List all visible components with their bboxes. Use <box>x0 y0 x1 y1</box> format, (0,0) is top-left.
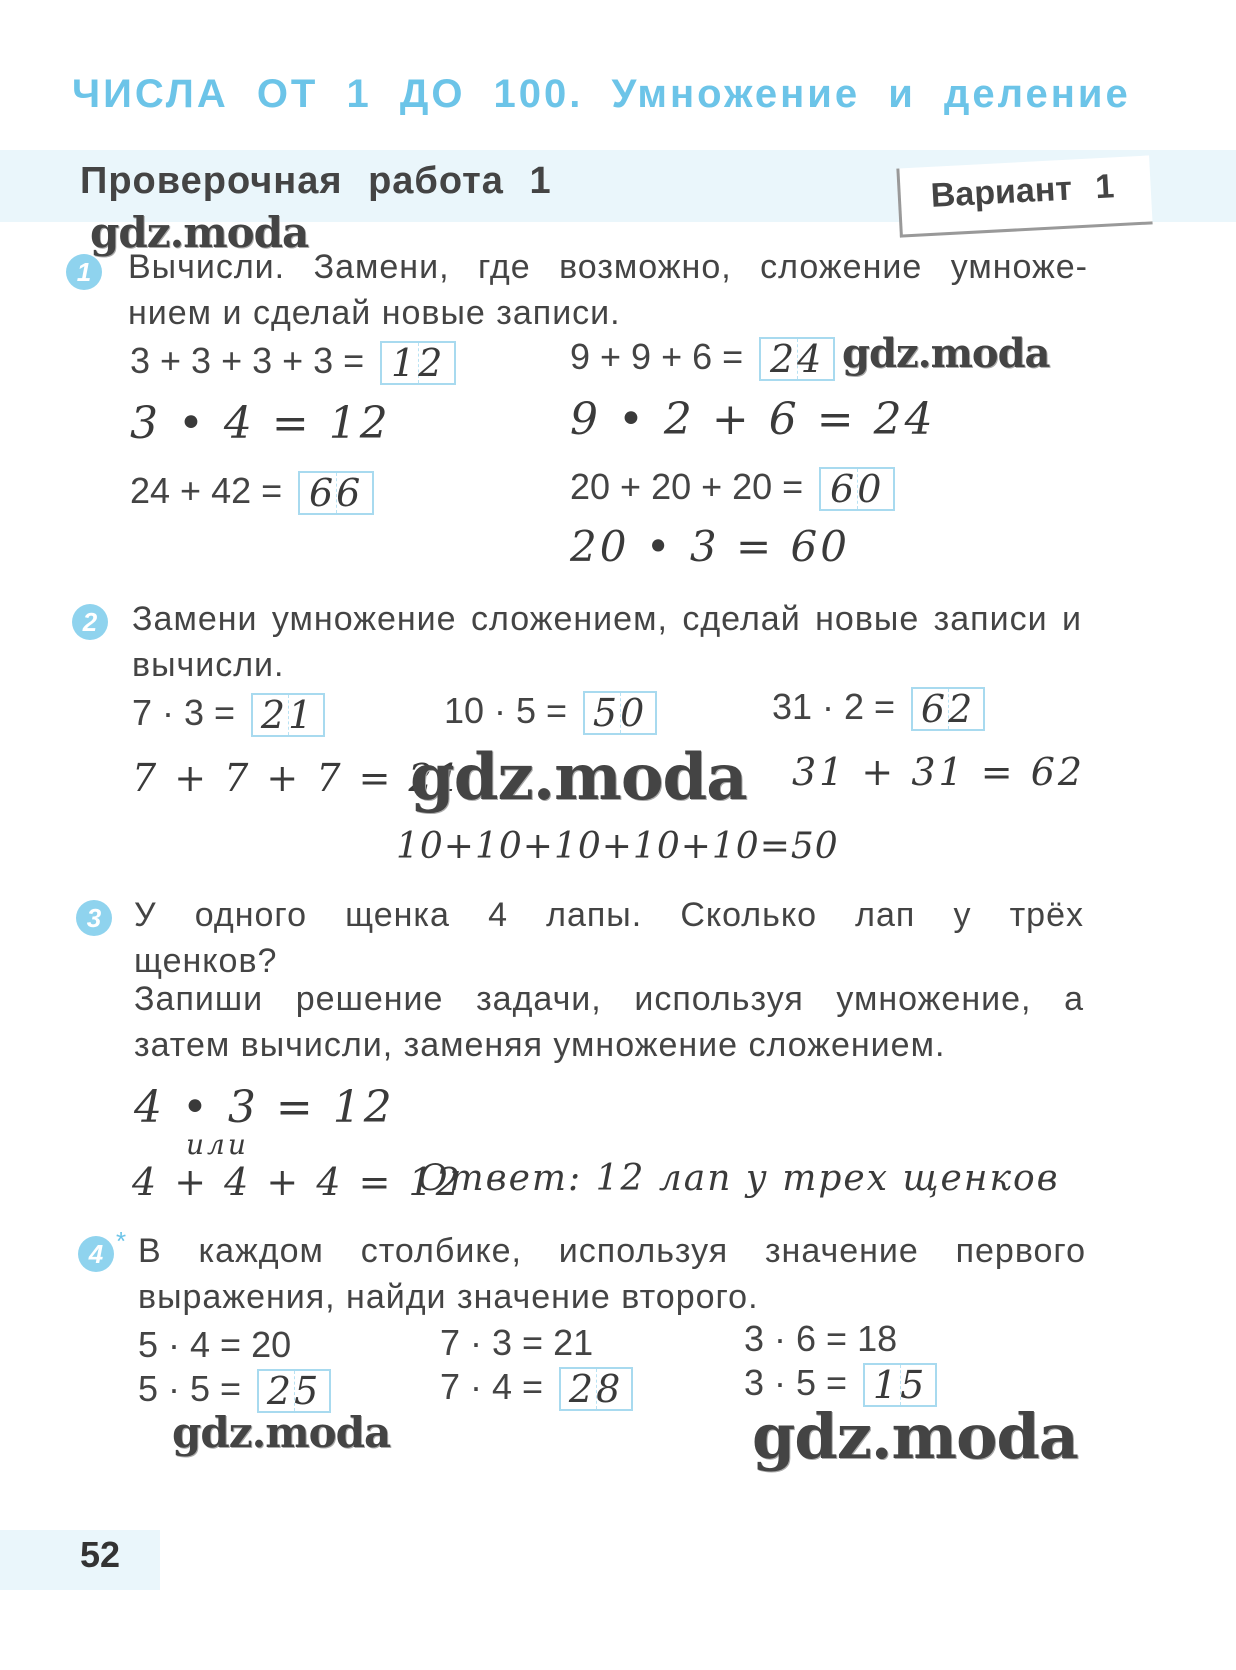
task2-answer2: 50 <box>592 691 648 736</box>
task1-handwriting2: 9 • 2 + 6 = 24 <box>570 394 936 445</box>
task4-col2-top: 7 · 3 = 21 <box>440 1322 594 1363</box>
task4-text-line2: выражения, найди значение второго. <box>138 1278 759 1316</box>
variant-label: Вариант 1 <box>929 167 1116 215</box>
task1-answer-box1[interactable] <box>380 341 456 385</box>
task3-text-line4: затем вычисли, заменяя умножение сложением. <box>134 1026 946 1064</box>
task4-answer2: 28 <box>568 1367 624 1412</box>
task2-answer-box1[interactable] <box>251 693 325 737</box>
task3-text-line1: У одного щенка 4 лапы. Сколько лап у трёх <box>134 896 1084 934</box>
task3-handwriting2: 4 + 4 + 4 = 12 <box>132 1160 463 1204</box>
task1-expr4-text: 20 + 20 + 20 = <box>570 466 804 507</box>
task1-handwriting1: 3 • 4 = 12 <box>130 398 391 449</box>
task1-expr2-text: 9 + 9 + 6 = <box>570 336 744 377</box>
task3-handwriting1: 4 • 3 = 12 <box>134 1082 395 1133</box>
task2-expr3 <box>772 686 985 731</box>
section-title: ЧИСЛА ОТ 1 ДО 100. Умножение и деление <box>72 72 1131 116</box>
task4-answer-box2[interactable] <box>559 1367 633 1411</box>
task1-text-line2: нием и сделай новые записи. <box>128 294 621 332</box>
task2-answer-box2[interactable] <box>583 691 657 735</box>
task1-text <box>128 244 1088 336</box>
task4-col1-bottom-text: 5 · 5 = <box>138 1368 242 1409</box>
task2-handwriting1: 7 + 7 + 7 = 21 <box>132 756 463 800</box>
task2-answer1: 21 <box>260 693 316 738</box>
task4-col1-top: 5 · 4 = 20 <box>138 1324 292 1365</box>
work-title: Проверочная работа 1 <box>80 160 552 202</box>
task2-number-badge: 2 <box>72 604 108 640</box>
task3-handwriting-or: или <box>186 1128 249 1161</box>
task2-expr1-text: 7 · 3 = <box>132 692 236 733</box>
task3-answer: Ответ: 12 лап у трех щенков <box>418 1158 1060 1199</box>
task1-number-badge: 1 <box>66 254 102 290</box>
task2-answer-box3[interactable] <box>911 687 985 731</box>
task4-col3-top: 3 · 6 = 18 <box>744 1318 898 1359</box>
task2-expr2-text: 10 · 5 = <box>444 690 568 731</box>
task3-text-b <box>134 976 1084 1068</box>
task3-text <box>134 892 1084 984</box>
variant-box <box>896 155 1152 237</box>
task2-expr3-text: 31 · 2 = <box>772 686 896 727</box>
task2-handwriting3: 31 + 31 = 62 <box>792 750 1086 794</box>
task1-answer2: 24 <box>769 337 825 382</box>
task3-text-line3: Запиши решение задачи, используя умножение, а <box>134 980 1084 1018</box>
watermark-task2: gdz.moda <box>410 740 747 815</box>
task1-answer3: 66 <box>308 471 364 516</box>
task2-text-line1: Замени умножение сложением, сделай новые записи и <box>132 600 1082 638</box>
task3-text-line2: щенков? <box>134 942 278 980</box>
watermark-top: gdz.moda <box>90 208 309 257</box>
task4-col2-bottom <box>440 1366 633 1411</box>
task2-text-line2: вычисли. <box>132 646 285 684</box>
task4-col3-bottom-text: 3 · 5 = <box>744 1362 848 1403</box>
task1-answer4: 60 <box>830 467 885 512</box>
task1-expr3 <box>130 470 374 515</box>
task1-expr1-text: 3 + 3 + 3 + 3 = <box>130 340 365 381</box>
task4-text <box>138 1228 1086 1320</box>
task2-expr2 <box>444 690 657 735</box>
task2-expr1 <box>132 692 325 737</box>
task2-text <box>132 596 1082 688</box>
task4-text-line1: В каждом столбике, используя значение первого <box>138 1232 1086 1270</box>
task4-col2-bottom-text: 7 · 4 = <box>440 1366 544 1407</box>
task4-number-badge: 4 <box>78 1236 114 1272</box>
task1-text-line1: Вычисли. Замени, где возможно, сложение умноже- <box>128 248 1088 286</box>
task1-expr2 <box>570 336 835 381</box>
task3-number-badge: 3 <box>76 900 112 936</box>
task4-col1-bottom <box>138 1368 331 1413</box>
task1-answer1: 12 <box>391 341 446 386</box>
task4-answer3: 15 <box>872 1363 928 1408</box>
task4-star-icon: * <box>116 1226 127 1256</box>
watermark-bottom-left: gdz.moda <box>172 1408 391 1457</box>
task1-expr4 <box>570 466 895 511</box>
task2-handwriting2: 10+10+10+10+10=50 <box>396 826 839 867</box>
task1-expr1 <box>130 340 456 385</box>
task1-answer-box4[interactable] <box>819 467 895 511</box>
watermark-task1: gdz.moda <box>842 330 1050 377</box>
watermark-bottom-right: gdz.moda <box>752 1400 1078 1473</box>
page-number: 52 <box>80 1534 121 1575</box>
task2-answer3: 62 <box>920 687 976 732</box>
task4-answer-box3[interactable] <box>863 1363 937 1407</box>
task1-handwriting4: 20 • 3 = 60 <box>570 522 850 571</box>
task1-answer-box3[interactable] <box>298 471 374 515</box>
task4-answer1: 25 <box>266 1369 322 1414</box>
task1-expr3-text: 24 + 42 = <box>130 470 283 511</box>
task1-answer-box2[interactable] <box>759 337 835 381</box>
task4-answer-box1[interactable] <box>257 1369 331 1413</box>
